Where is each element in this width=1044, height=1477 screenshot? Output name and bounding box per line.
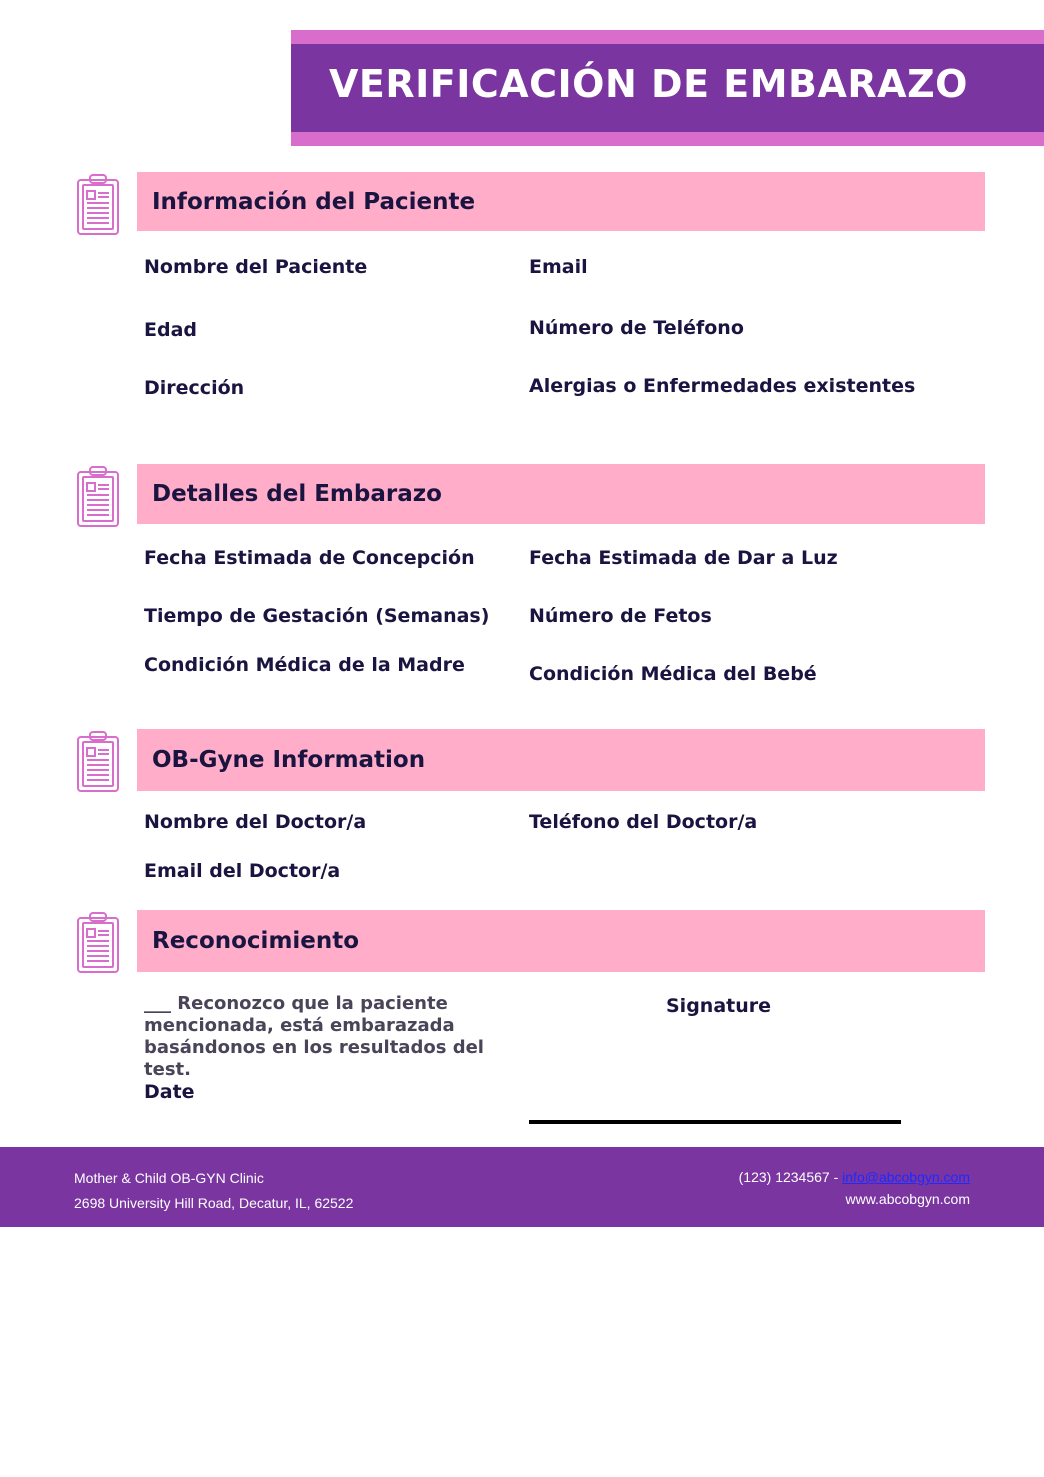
patient-email-label: Email — [529, 256, 588, 278]
gestation-label: Tiempo de Gestación (Semanas) — [144, 605, 490, 627]
email-link[interactable]: info@abcobgyn.com — [842, 1169, 970, 1185]
mother-condition-label: Condición Médica de la Madre — [144, 654, 465, 676]
clipboard-icon — [76, 910, 120, 974]
acknowledgment-statement: ___ Reconozco que la paciente mencionada, está embarazada basándonos en los resultados del test. — [144, 993, 484, 1080]
patient-phone-label: Número de Teléfono — [529, 317, 744, 339]
patient-name-label: Nombre del Paciente — [144, 256, 368, 278]
clipboard-icon — [76, 172, 120, 236]
clipboard-icon — [76, 729, 120, 793]
clinic-name: Mother & Child OB-GYN Clinic — [74, 1170, 264, 1186]
patient-age-label: Edad — [144, 319, 198, 341]
section-header-obgyn — [137, 729, 985, 791]
patient-address-label: Dirección — [144, 377, 245, 399]
doctor-email-label: Email del Doctor/a — [144, 860, 341, 882]
section-title: Reconocimiento — [152, 928, 360, 954]
doctor-phone-label: Teléfono del Doctor/a — [529, 811, 758, 833]
patient-allergies-label: Alergias o Enfermedades existentes — [529, 375, 916, 397]
clipboard-icon — [76, 464, 120, 528]
clinic-address: 2698 University Hill Road, Decatur, IL, 62522 — [74, 1195, 354, 1211]
section-title: OB-Gyne Information — [152, 747, 426, 773]
page-title: VERIFICACIÓN DE EMBARAZO — [329, 62, 968, 106]
signature-line[interactable] — [529, 1120, 901, 1124]
doctor-name-label: Nombre del Doctor/a — [144, 811, 367, 833]
footer — [0, 1147, 1044, 1227]
contact-line — [739, 1169, 970, 1185]
signature-label: Signature — [666, 995, 772, 1017]
date-label: Date — [144, 1081, 195, 1103]
section-title: Detalles del Embarazo — [152, 481, 442, 507]
baby-condition-label: Condición Médica del Bebé — [529, 663, 817, 685]
clinic-website: www.abcobgyn.com — [845, 1191, 970, 1207]
fetuses-label: Número de Fetos — [529, 605, 712, 627]
section-title: Información del Paciente — [152, 188, 476, 215]
due-date-label: Fecha Estimada de Dar a Luz — [529, 547, 838, 569]
section-header-pregnancy — [137, 464, 985, 524]
title-banner — [291, 30, 1044, 146]
section-header-acknowledgment — [137, 910, 985, 972]
section-header-patient — [137, 172, 985, 231]
clinic-phone: (123) 1234567 - — [738, 1169, 843, 1185]
conception-date-label: Fecha Estimada de Concepción — [144, 547, 475, 569]
